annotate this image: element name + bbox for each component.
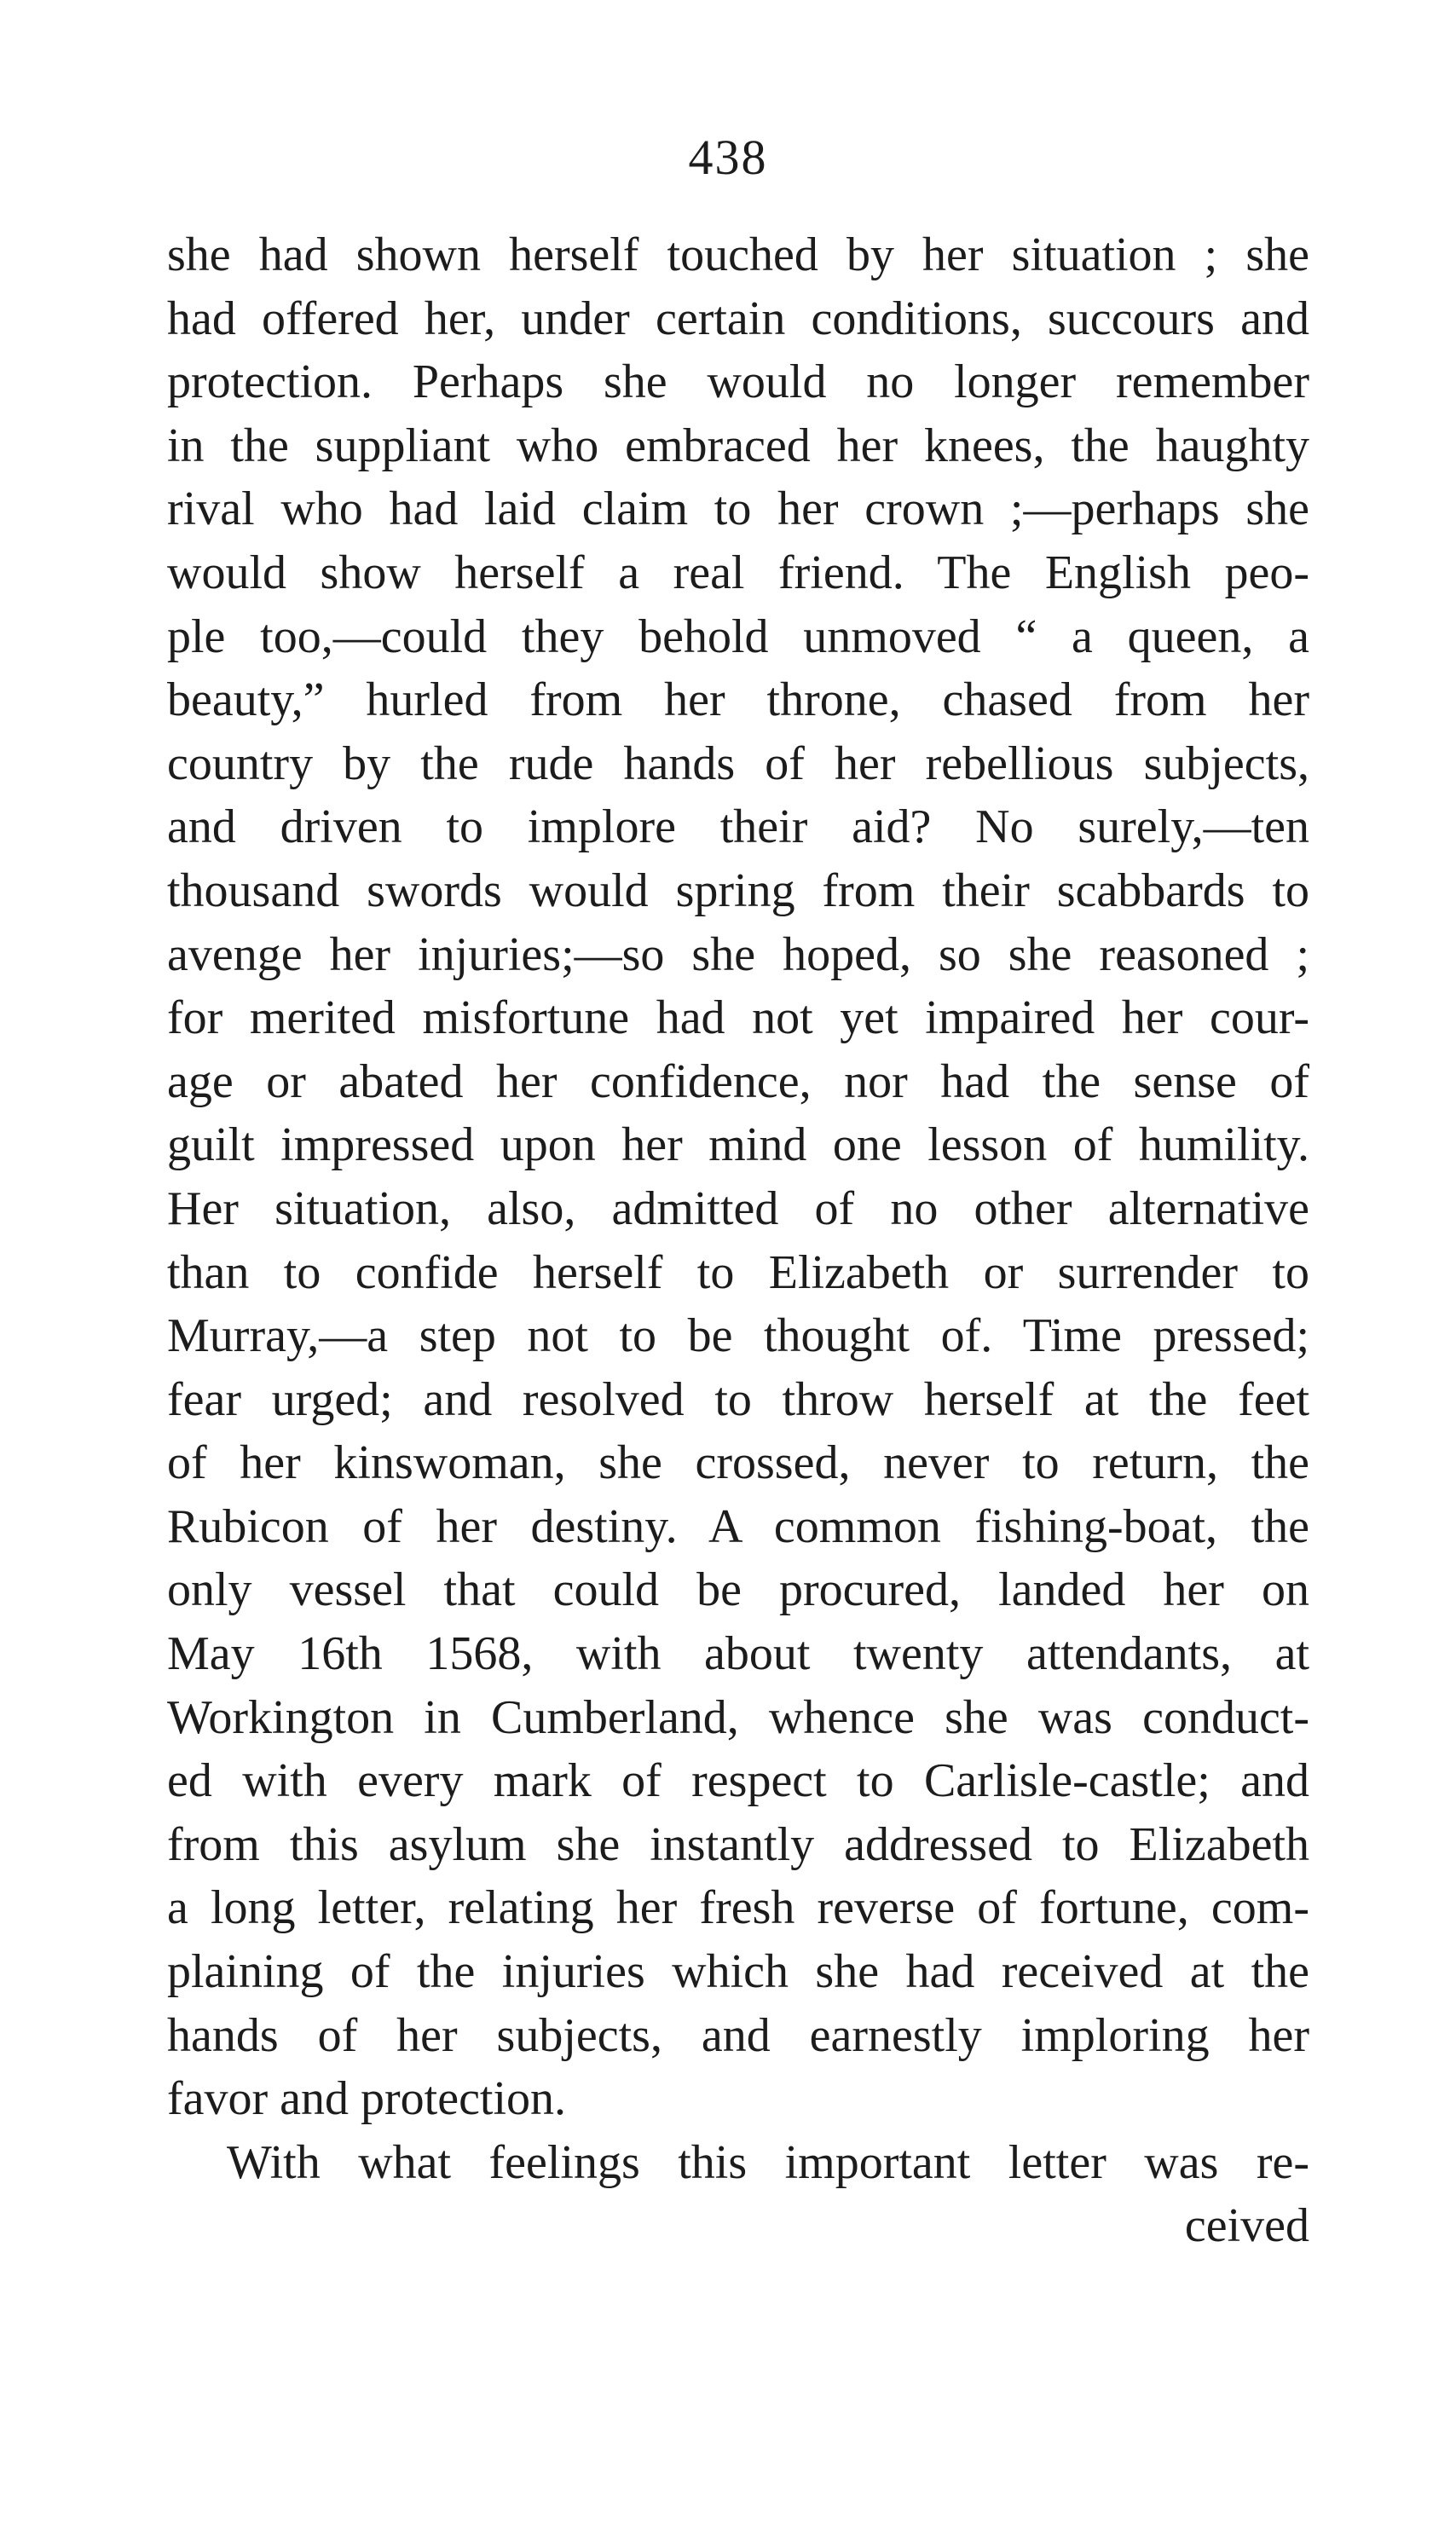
- text-line: protection. Perhaps she would no longer remember: [167, 355, 1309, 409]
- text-line: in the suppliant who embraced her knees, the haughty: [167, 419, 1309, 472]
- text-line: beauty,” hurled from her throne, chased from her: [167, 673, 1309, 727]
- page-number: 438: [688, 130, 768, 185]
- text-line: only vessel that could be procured, landed her on: [167, 1563, 1309, 1617]
- body-text: [167, 223, 1309, 2258]
- text-line: thousand swords would spring from their scabbards to: [167, 864, 1309, 917]
- text-line: ed with every mark of respect to Carlisle-castle; and: [167, 1754, 1309, 1808]
- text-line: than to confide herself to Elizabeth or surrender to: [167, 1245, 1309, 1299]
- text-line: a long letter, relating her fresh reverse of fortune, com-: [167, 1881, 1309, 1935]
- text-line: Murray,—a step not to be thought of. Time pressed;: [167, 1309, 1309, 1363]
- text-line: from this asylum she instantly addressed to Elizabeth: [167, 1817, 1309, 1871]
- catchword: ceived: [1184, 2199, 1309, 2253]
- text-line: age or abated her confidence, nor had the sense of: [167, 1054, 1309, 1108]
- text-line: hands of her subjects, and earnestly imploring her: [167, 2008, 1309, 2062]
- paragraph-start-line: With what feelings this important letter was re-: [227, 2135, 1309, 2189]
- paragraph-end-line: favor and protection.: [167, 2072, 567, 2126]
- text-line: had offered her, under certain conditions, succours and: [167, 292, 1309, 345]
- text-line: Rubicon of her destiny. A common fishing-boat, the: [167, 1499, 1309, 1553]
- text-line: and driven to implore their aid? No surely,—ten: [167, 800, 1309, 854]
- text-line: plaining of the injuries which she had received at the: [167, 1945, 1309, 1999]
- text-line: avenge her injuries;—so she hoped, so she reasoned ;: [167, 927, 1309, 981]
- text-line: ple too,—could they behold unmoved “ a queen, a: [167, 609, 1309, 663]
- text-line: of her kinswoman, she crossed, never to return, the: [167, 1436, 1309, 1490]
- text-line: rival who had laid claim to her crown ;—perhaps she: [167, 482, 1309, 536]
- text-line: Her situation, also, admitted of no other alternative: [167, 1181, 1309, 1235]
- text-line: country by the rude hands of her rebellious subjects,: [167, 737, 1309, 790]
- text-line: would show herself a real friend. The English peo-: [167, 546, 1309, 599]
- text-line: guilt impressed upon her mind one lesson of humility.: [167, 1118, 1309, 1172]
- text-line: fear urged; and resolved to throw herself at the feet: [167, 1372, 1309, 1426]
- text-line: May 16th 1568, with about twenty attendants, at: [167, 1627, 1309, 1681]
- text-line: for merited misfortune had not yet impaired her cour-: [167, 991, 1309, 1045]
- text-line: Workington in Cumberland, whence she was conduct-: [167, 1690, 1309, 1744]
- text-line: she had shown herself touched by her situation ; she: [167, 228, 1309, 281]
